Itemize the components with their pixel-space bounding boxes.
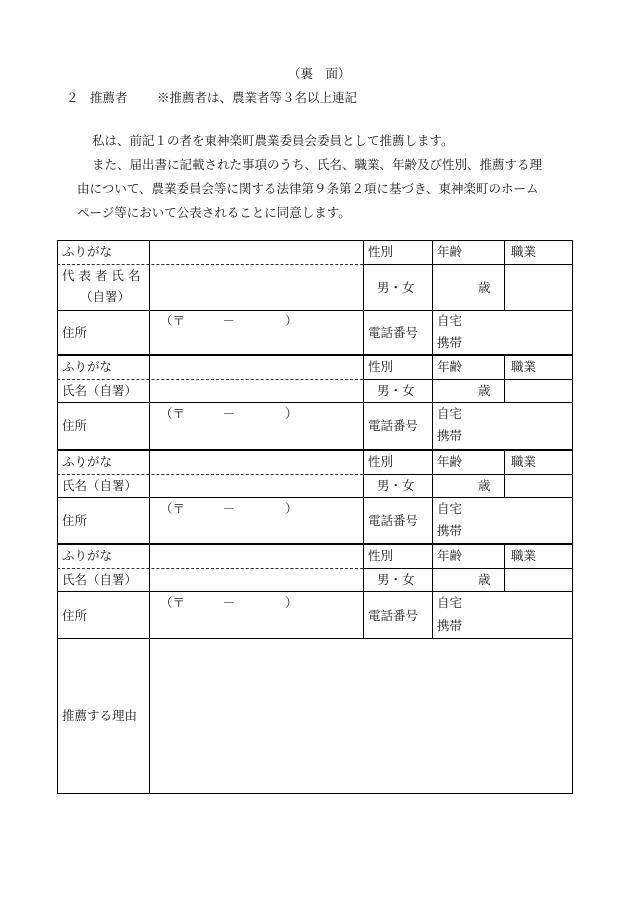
section-title: 推薦者 xyxy=(90,90,128,105)
age-label: 年齢 xyxy=(437,454,463,469)
row-line-1b xyxy=(57,310,573,311)
name-input-3[interactable] xyxy=(150,475,362,496)
section-note: ※推薦者は、農業者等３名以上連記 xyxy=(157,90,358,105)
row-line-4a xyxy=(363,568,573,569)
statement-line-1: 私は、前記１の者を東神楽町農業委員会委員として推薦します。 xyxy=(92,133,454,148)
name-input-4[interactable] xyxy=(150,569,362,590)
reason-label: 推薦する理由 xyxy=(62,708,138,723)
sex-label: 性別 xyxy=(368,454,394,469)
postal-code-field[interactable]: （〒 － ） xyxy=(160,501,298,516)
block-separator-1 xyxy=(57,354,573,356)
row-line-3b xyxy=(57,497,573,498)
furigana-input-4[interactable] xyxy=(150,546,362,567)
block-separator-2 xyxy=(57,449,573,451)
phone-label: 電話番号 xyxy=(368,513,419,528)
mobile-phone-label: 携帯 xyxy=(437,618,463,633)
occupation-label: 職業 xyxy=(511,244,537,259)
furigana-input-3[interactable] xyxy=(150,452,362,473)
occupation-label: 職業 xyxy=(511,454,537,469)
representative-name-label: 代 表 者 氏 名 xyxy=(62,268,141,283)
name-signed-label: 氏名（自署） xyxy=(62,572,138,587)
row-line-3a xyxy=(363,474,573,475)
sex-options[interactable]: 男・女 xyxy=(377,572,415,587)
age-unit: 歳 xyxy=(478,478,491,493)
sex-column-divider xyxy=(363,240,364,639)
age-column-divider xyxy=(432,240,433,639)
phone-label: 電話番号 xyxy=(368,608,419,623)
sex-label: 性別 xyxy=(368,244,394,259)
table-border-left xyxy=(57,240,58,794)
home-phone-label: 自宅 xyxy=(437,595,463,610)
age-unit: 歳 xyxy=(478,383,491,398)
table-border-bottom xyxy=(57,793,573,794)
mobile-phone-label: 携帯 xyxy=(437,335,463,350)
furigana-label: ふりがな xyxy=(62,454,113,469)
statement-line-3: 由について、農業委員会等に関する法律第９条第２項に基づき、東神楽町のホーム xyxy=(77,181,539,196)
statement-line-4: ページ等において公表されることに同意します。 xyxy=(77,205,351,220)
block-separator-3 xyxy=(57,543,573,545)
occupation-input-1[interactable] xyxy=(505,265,571,309)
postal-code-field[interactable]: （〒 － ） xyxy=(160,406,298,421)
statement-line-2: また、届出書に記載された事項のうち、氏名、職業、年齢及び性別、推薦する理 xyxy=(92,157,543,172)
age-unit: 歳 xyxy=(478,280,491,295)
name-signed-label: 氏名（自署） xyxy=(62,478,138,493)
mobile-phone-label: 携帯 xyxy=(437,428,463,443)
row-line-2a xyxy=(363,379,573,380)
furigana-label: ふりがな xyxy=(62,359,113,374)
table-border-right xyxy=(572,240,573,794)
page-side-label: （裏 面） xyxy=(288,66,351,81)
address-label: 住所 xyxy=(62,418,88,433)
age-label: 年齢 xyxy=(437,244,463,259)
occupation-label: 職業 xyxy=(511,359,537,374)
furigana-label: ふりがな xyxy=(62,244,113,259)
name-signed-label: 氏名（自署） xyxy=(62,383,138,398)
section-number: ２ xyxy=(66,90,79,105)
self-signed-label: （自署） xyxy=(80,289,131,304)
age-label: 年齢 xyxy=(437,548,463,563)
postal-code-field[interactable]: （〒 － ） xyxy=(160,595,298,610)
address-label: 住所 xyxy=(62,608,88,623)
reason-input[interactable] xyxy=(150,639,571,792)
furigana-input-2[interactable] xyxy=(150,357,362,378)
sex-options[interactable]: 男・女 xyxy=(377,383,415,398)
name-input-2[interactable] xyxy=(150,380,362,401)
name-input-1[interactable] xyxy=(150,265,362,309)
occupation-label: 職業 xyxy=(511,548,537,563)
sex-label: 性別 xyxy=(368,548,394,563)
address-label: 住所 xyxy=(62,325,88,340)
age-unit: 歳 xyxy=(478,572,491,587)
phone-label: 電話番号 xyxy=(368,325,419,340)
home-phone-label: 自宅 xyxy=(437,501,463,516)
furigana-label: ふりがな xyxy=(62,548,113,563)
home-phone-label: 自宅 xyxy=(437,406,463,421)
postal-code-field[interactable]: （〒 － ） xyxy=(160,313,298,328)
row-line-2b xyxy=(57,402,573,403)
sex-options[interactable]: 男・女 xyxy=(377,478,415,493)
furigana-input-1[interactable] xyxy=(150,241,362,263)
row-line-4b xyxy=(57,591,573,592)
address-label: 住所 xyxy=(62,513,88,528)
phone-label: 電話番号 xyxy=(368,418,419,433)
sex-label: 性別 xyxy=(368,359,394,374)
home-phone-label: 自宅 xyxy=(437,313,463,328)
age-label: 年齢 xyxy=(437,359,463,374)
mobile-phone-label: 携帯 xyxy=(437,523,463,538)
sex-options[interactable]: 男・女 xyxy=(377,280,415,295)
